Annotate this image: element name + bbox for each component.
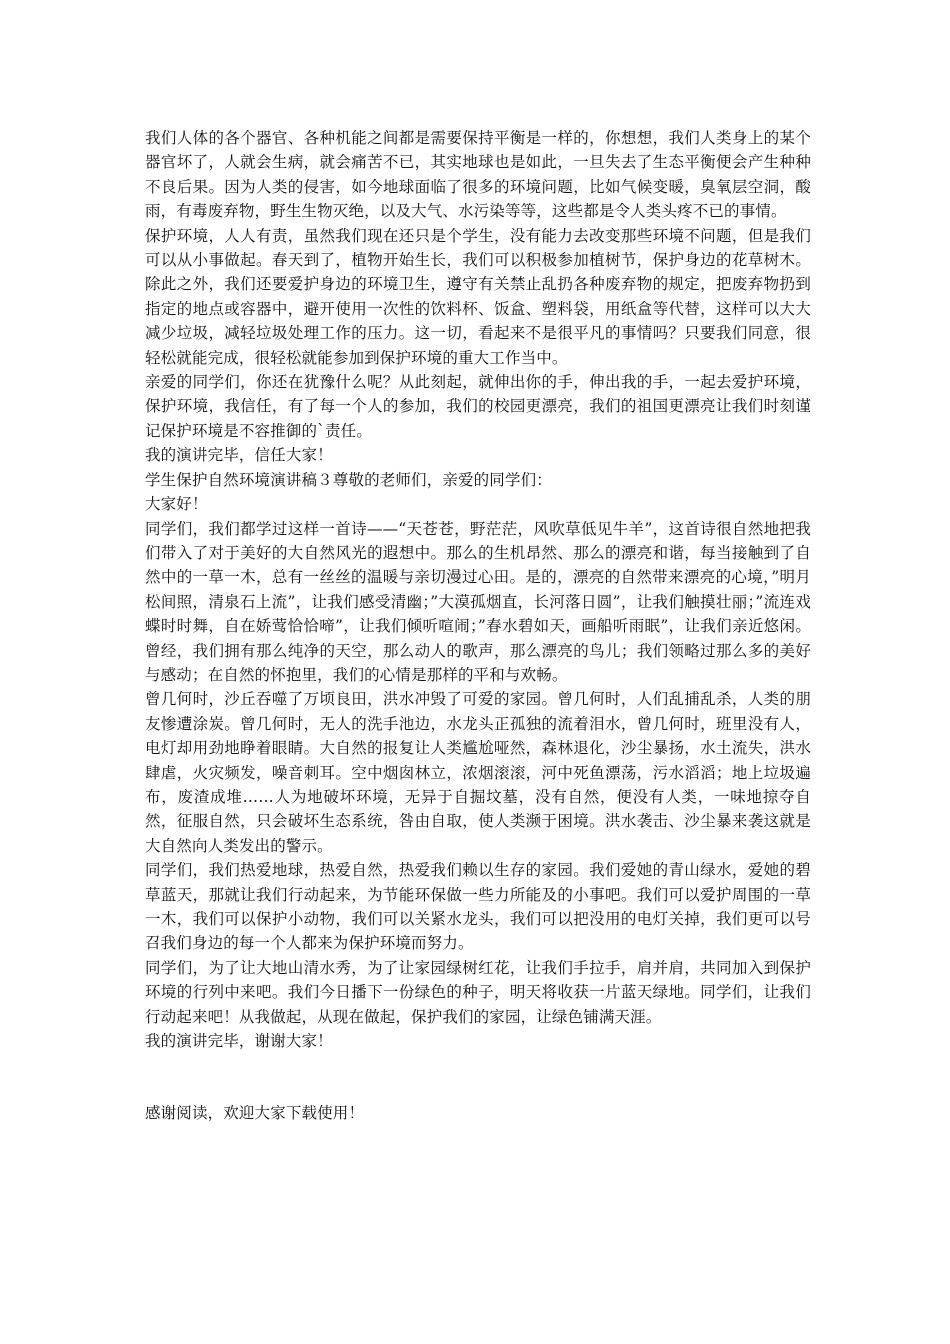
section-heading: 学生保护自然环境演讲稿３尊敬的老师们，亲爱的同学们： [145, 470, 552, 489]
paragraph: 我们人体的各个器官、各种机能之间都是需要保持平衡是一样的，你想想，我们人类身上的某个器官坏了，人就会生病，就会痛苦不已，其实地球也是如此，一旦失去了生态平衡便会产生种种不良后果。因为人类的侵害，如今地球面临了很多的环境问题，比如气候变暖，臭氧层空洞，酸雨，有毒废弃物，野生生物灭绝，以及大气、水污染等等，这些都是令人类头疼不已的事情。 [145, 129, 811, 221]
paragraph: 保护环境，人人有责，虽然我们现在还只是个学生，没有能力去改变那些环境不问题，但是我们可以从小事做起。春天到了，植物开始生长，我们可以积极参加植树节，保护身边的花草树木。除此之外，我们还要爱护身边的环境卫生，遵守有关禁止乱扔各种废弃物的规定，把废弃物扔到指定的地点或容器中，避开使用一次性的饮料杯、饭盒、塑料袋，用纸盒等代替，这样可以大大减少垃圾，减轻垃圾处理工作的压力。这一切，看起来不是很平凡的事情吗？只要我们同意，很轻松就能完成，很轻松就能参加到保护环境的重大工作当中。 [145, 226, 811, 367]
document-body [145, 126, 811, 1126]
paragraph: 同学们，为了让大地山清水秀，为了让家园绿树红花，让我们手拉手，肩并肩，共同加入到保护环境的行列中来吧。我们今日播下一份绿色的种子，明天将收获一片蓝天绿地。同学们，让我们行动起来吧！从我做起，从现在做起，保护我们的家园，让绿色铺满天涯。 [145, 958, 811, 1026]
paragraph: 曾几何时，沙丘吞噬了万顷良田，洪水冲毁了可爱的家园。曾几何时，人们乱捕乱杀，人类的朋友惨遭涂炭。曾几何时，无人的洗手池边，水龙头正孤独的流着泪水，曾几何时，班里没有人，电灯却用劲地睁着眼睛。大自然的报复让人类尴尬哑然，森林退化，沙尘暴扬，水土流失，洪水肆虐，火灾频发，噪音刺耳。空中烟囱林立，浓烟滚滚，河中死鱼漂荡，污水滔滔；地上垃圾遍布，废渣成堆……人为地破坏环境，无异于自掘坟墓，没有自然，便没有人类，一味地掠夺自然，征服自然，只会破坏生态系统，咎由自取，使人类濒于困境。洪水袭击、沙尘暴来袭这就是大自然向人类发出的警示。 [145, 690, 811, 855]
paragraph: 同学们，我们热爱地球，热爱自然，热爱我们赖以生存的家园。我们爱她的青山绿水，爱她的碧草蓝天，那就让我们行动起来，为节能环保做一些力所能及的小事吧。我们可以爱护周围的一草一木，我们可以保护小动物，我们可以关紧水龙头，我们可以把没用的电灯关掉，我们更可以号召我们身边的每一个人都来为保护环境而努力。 [145, 861, 811, 953]
paragraph: 我的演讲完毕，谢谢大家！ [145, 1032, 333, 1051]
spacer [145, 1053, 811, 1101]
paragraph: 亲爱的同学们，你还在犹豫什么呢？从此刻起，就伸出你的手，伸出我的手，一起去爱护环境，保护环境，我信任，有了每一个人的参加，我们的校园更漂亮，我们的祖国更漂亮让我们时刻谨记保护环境是不容推御的`责任。 [145, 373, 811, 440]
paragraph: 同学们，我们都学过这样一首诗——“天苍苍，野茫茫，风吹草低见牛羊”，这首诗很自然地把我们带入了对于美好的大自然风光的遐想中。那么的生机昂然、那么的漂亮和谐，每当接触到了自然中的一草一木，总有一丝丝的温暖与亲切漫过心田。是的，漂亮的自然带来漂亮的心境，”明月松间照，清泉石上流”，让我们感受清幽；”大漠孤烟直，长河落日圆”，让我们触摸壮丽；”流连戏蝶时时舞，自在娇莺恰恰啼”，让我们倾听喧闹；”春水碧如天，画船听雨眠”，让我们亲近悠闲。曾经，我们拥有那么纯净的天空，那么动人的歌声，那么漂亮的鸟儿；我们领略过那么多的美好与感动；在自然的怀抱里，我们的心情是那样的平和与欢畅。 [145, 519, 811, 684]
closing-note: 感谢阅读，欢迎大家下载使用！ [145, 1104, 365, 1123]
paragraph: 我的演讲完毕，信任大家！ [145, 446, 333, 465]
greeting: 大家好！ [145, 495, 208, 514]
